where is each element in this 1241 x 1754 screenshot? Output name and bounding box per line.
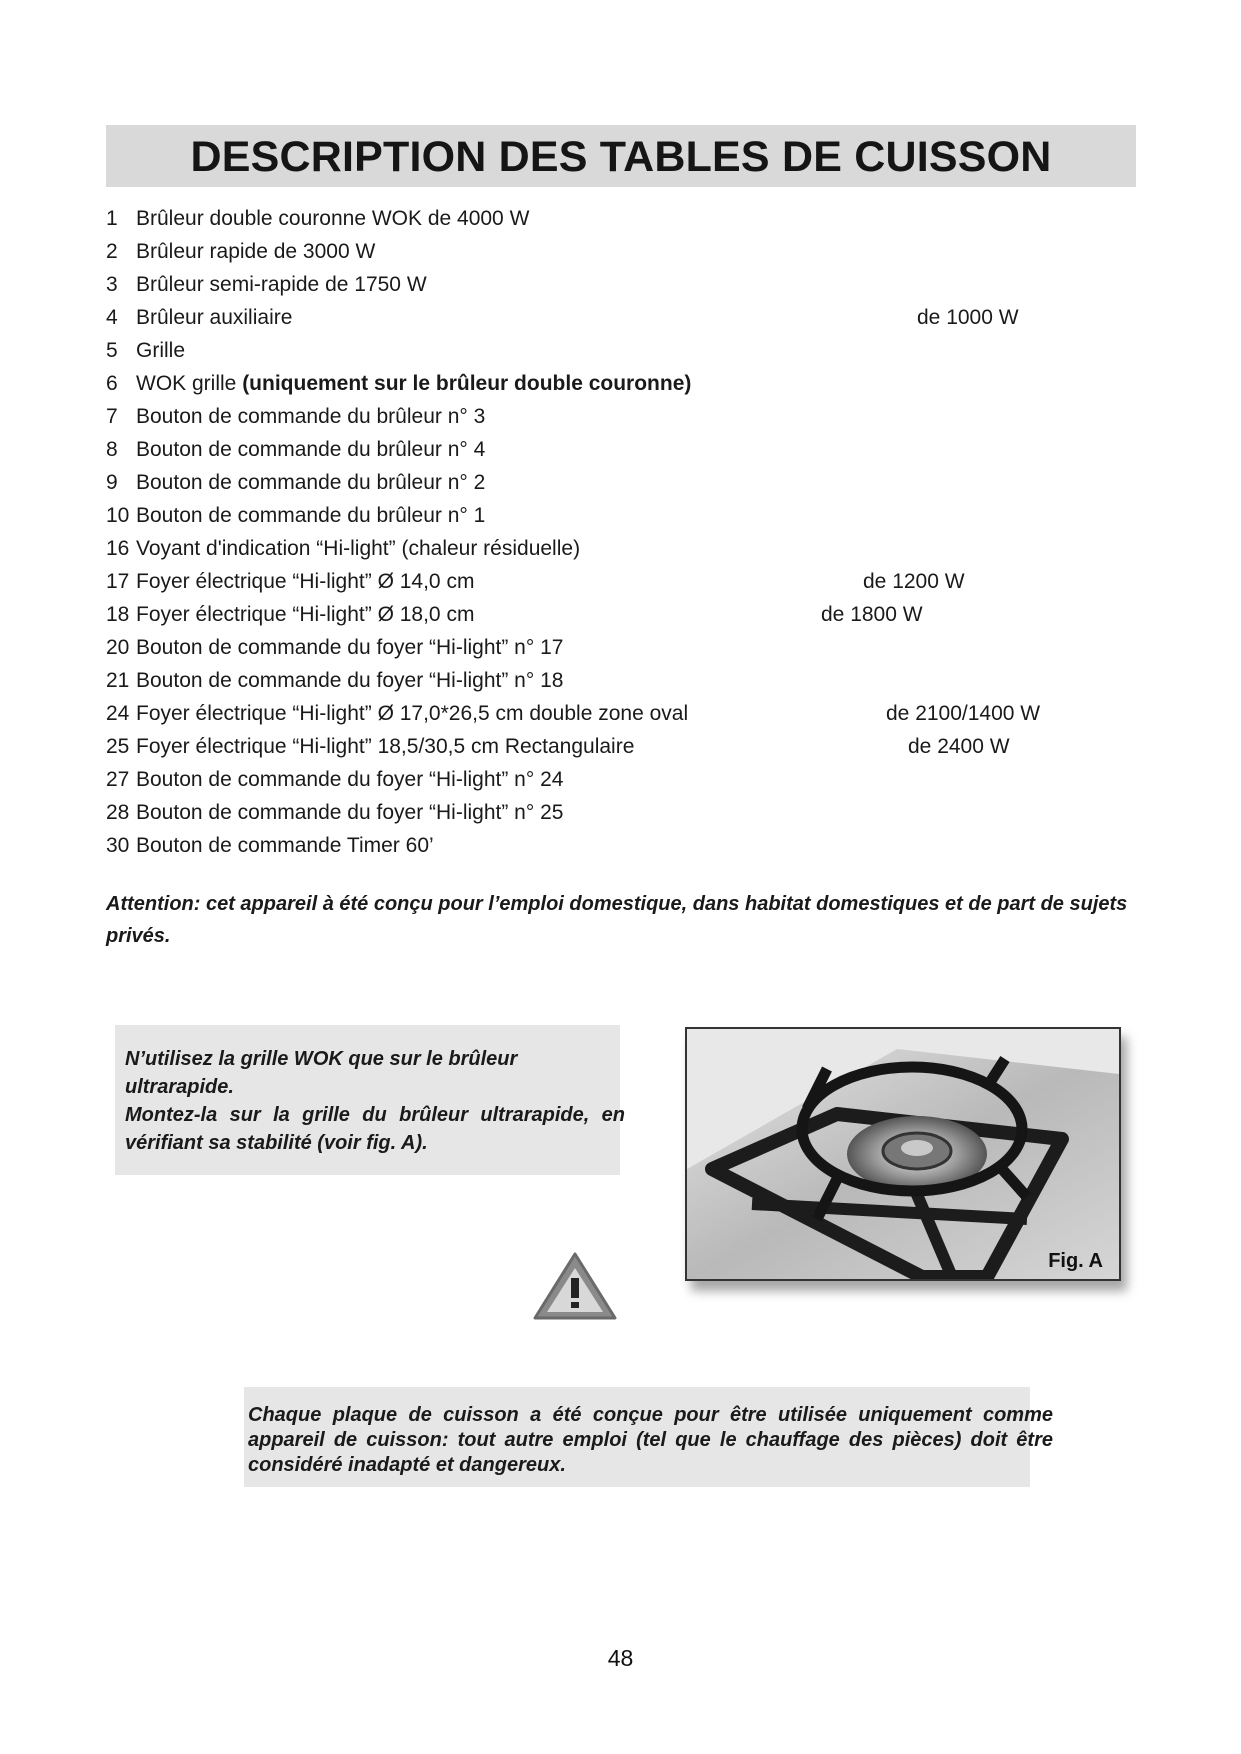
item-number: 17	[106, 570, 130, 593]
list-item	[106, 466, 1106, 499]
item-number: 27	[106, 768, 130, 791]
list-item	[106, 664, 1106, 697]
item-wattage: de 2400 W	[908, 735, 1010, 758]
item-wattage: de 1200 W	[863, 570, 965, 593]
component-list	[106, 202, 1106, 862]
item-label: Bouton de commande du foyer “Hi-light” n° 17	[136, 636, 564, 659]
list-item	[106, 433, 1106, 466]
list-item	[106, 697, 1106, 730]
item-label: Foyer électrique “Hi-light” Ø 14,0 cm	[136, 570, 475, 593]
item-number: 28	[106, 801, 130, 824]
item-label: Bouton de commande du brûleur n° 1	[136, 504, 486, 527]
list-item	[106, 301, 1106, 334]
item-label: Foyer électrique “Hi-light” 18,5/30,5 cm Rectangulaire	[136, 735, 635, 758]
item-wattage: de 1800 W	[821, 603, 923, 626]
list-item	[106, 235, 1106, 268]
usage-warning-note	[244, 1387, 1053, 1487]
wok-grid-illustration	[687, 1029, 1119, 1279]
item-label: Brûleur semi-rapide de 1750 W	[136, 273, 427, 296]
item-number: 25	[106, 735, 130, 758]
attention-note: Attention: cet appareil à été conçu pour l’emploi domestique, dans habitat domestiques et de part de sujets privés.	[106, 893, 1128, 947]
item-label: Bouton de commande du brûleur n° 2	[136, 471, 486, 494]
list-item	[106, 565, 1106, 598]
item-number: 7	[106, 405, 118, 428]
list-item	[106, 268, 1106, 301]
wok-note-line-3: Montez-la sur la grille du brûleur ultrarapide, en vérifiant sa stabilité (voir fig. A).	[125, 1104, 625, 1154]
page-number: 48	[607, 1645, 634, 1671]
item-label: Bouton de commande du foyer “Hi-light” n° 18	[136, 669, 564, 692]
item-label: Bouton de commande du brûleur n° 3	[136, 405, 486, 428]
item-number: 10	[106, 504, 130, 527]
item-number: 18	[106, 603, 130, 626]
list-item	[106, 400, 1106, 433]
item-label: Bouton de commande du foyer “Hi-light” n° 24	[136, 768, 564, 791]
figure-label: Fig. A	[1048, 1250, 1103, 1272]
item-label: Bouton de commande Timer 60’	[136, 834, 434, 857]
item-number: 4	[106, 306, 118, 329]
item-number: 1	[106, 207, 118, 230]
item-label: Grille	[136, 339, 186, 362]
list-item	[106, 334, 1106, 367]
list-item	[106, 598, 1106, 631]
page-title: DESCRIPTION DES TABLES DE CUISSON	[190, 133, 1052, 181]
wok-note-line-2: ultrarapide.	[125, 1076, 234, 1098]
list-item	[106, 532, 1106, 565]
item-label-emphasis: (uniquement sur le brûleur double couronne)	[242, 372, 692, 395]
item-label: Foyer électrique “Hi-light” Ø 17,0*26,5 cm double zone oval	[136, 702, 689, 725]
item-label: Voyant d'indication “Hi-light” (chaleur résiduelle)	[136, 537, 581, 560]
item-number: 6	[106, 372, 118, 395]
list-item	[106, 202, 1106, 235]
item-label: Brûleur rapide de 3000 W	[136, 240, 376, 263]
item-label: Bouton de commande du foyer “Hi-light” n° 25	[136, 801, 564, 824]
item-number: 3	[106, 273, 118, 296]
item-number: 2	[106, 240, 118, 263]
item-number: 16	[106, 537, 130, 560]
item-label: Brûleur auxiliaire	[136, 306, 293, 329]
item-number: 21	[106, 669, 130, 692]
title-bar	[106, 125, 1136, 187]
item-label: Brûleur double couronne WOK de 4000 W	[136, 207, 530, 230]
wok-grid-note	[115, 1025, 625, 1175]
item-wattage: de 1000 W	[917, 306, 1019, 329]
item-label: Foyer électrique “Hi-light” Ø 18,0 cm	[136, 603, 475, 626]
list-item	[106, 763, 1106, 796]
list-item	[106, 730, 1106, 763]
item-number: 5	[106, 339, 118, 362]
item-number: 8	[106, 438, 118, 461]
figure-a	[685, 1027, 1121, 1281]
item-wattage: de 2100/1400 W	[886, 702, 1041, 725]
list-item	[106, 829, 1106, 862]
list-item	[106, 631, 1106, 664]
list-item	[106, 367, 1106, 400]
wok-note-line-1: N’utilisez la grille WOK que sur le brûleur	[125, 1048, 518, 1070]
item-number: 30	[106, 834, 130, 857]
list-item	[106, 796, 1106, 829]
item-number: 24	[106, 702, 130, 725]
item-label: Bouton de commande du brûleur n° 4	[136, 438, 486, 461]
list-item	[106, 499, 1106, 532]
item-number: 20	[106, 636, 130, 659]
item-number: 9	[106, 471, 118, 494]
warning-triangle-icon	[531, 1250, 619, 1322]
usage-warning-text: Chaque plaque de cuisson a été conçue pour être utilisée uniquement comme appareil de cuisson: tout autre emploi (tel que le chauffage des pièces) doit être considéré inadapté et dangereux.	[248, 1404, 1053, 1476]
item-label: WOK grille	[136, 372, 243, 395]
